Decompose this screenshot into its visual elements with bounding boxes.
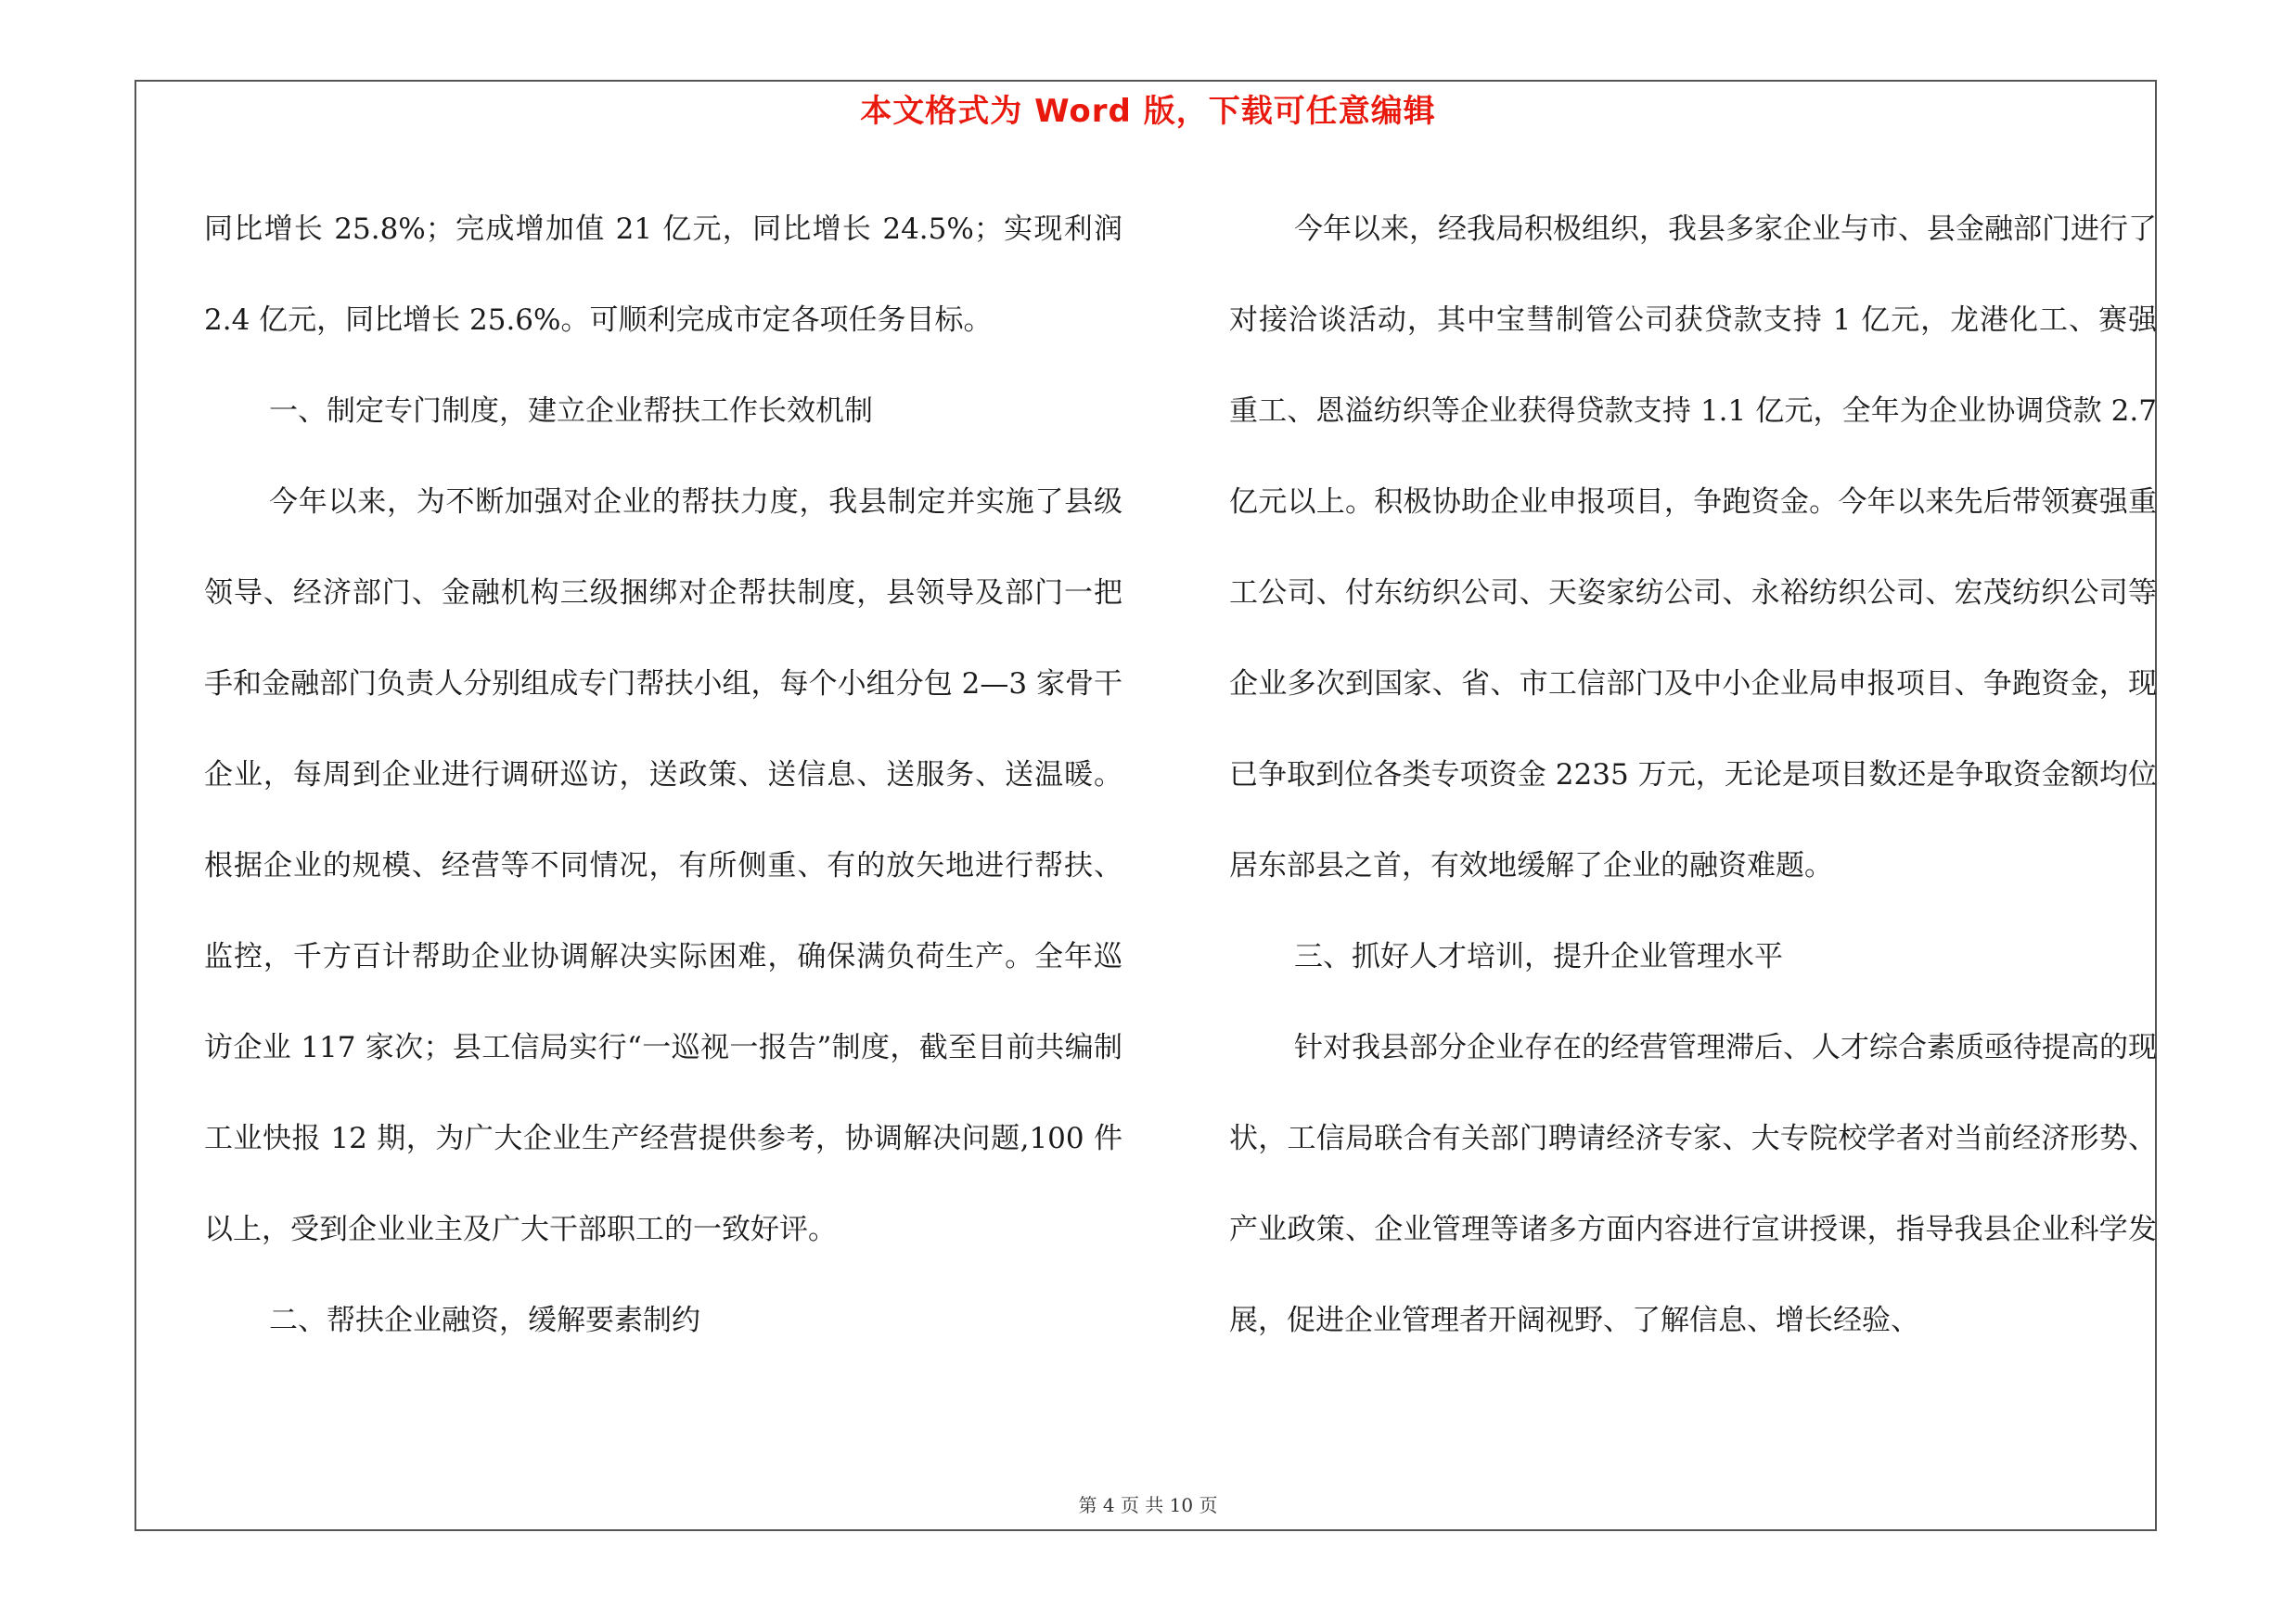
body-paragraph: 今年以来，经我局积极组织，我县多家企业与市、县金融部门进行了对接洽谈活动，其中宝彗制管公司获贷款支持 1 亿元，龙港化工、赛强重工、恩溢纺织等企业获得贷款支持 1.1 亿元，全年为企业协调贷款 2.7 亿元以上。积极协助企业申报项目，争跑资金。今年以来先后带领赛强重工公司、付东纺织公司、天姿家纺公司、永裕纺织公司、宏茂纺织公司等企业多次到国家、省、市工信部门及中小企业局申报项目、争跑资金，现已争取到位各类专项资金 2235 万元，无论是项目数还是争取资金额均位居东部县之首，有效地缓解了企业的融资难题。 (1229, 213, 2157, 882)
body-paragraph: 今年以来，为不断加强对企业的帮扶力度，我县制定并实施了县级领导、经济部门、金融机构三级捆绑对企帮扶制度，县领导及部门一把手和金融部门负责人分别组成专门帮扶小组，每个小组分包 2—3 家骨干企业，每周到企业进行调研巡访，送政策、送信息、送服务、送温暖。根据企业的规模、经营等不同情况，有所侧重、有的放矢地进行帮扶、监控，千方百计帮助企业协调解决实际困难，确保满负荷生产。全年巡访企业 117 家次；县工信局实行“一巡视一报告”制度，截至目前共编制工业快报 12 期，为广大企业生产经营提供参考，协调解决问题,100 件以上，受到企业业主及广大干部职工的一致好评。 (204, 485, 1122, 1246)
continuation-paragraph: 同比增长 25.8%；完成增加值 21 亿元，同比增长 24.5%；实现利润 2.4 亿元，同比增长 25.6%。可顺利完成市定各项任务目标。 (204, 213, 1122, 337)
body-paragraph: 针对我县部分企业存在的经营管理滞后、人才综合素质亟待提高的现状，工信局联合有关部门聘请经济专家、大专院校学者对当前经济形势、产业政策、企业管理等诸多方面内容进行宣讲授课，指导我县企业科学发展，促进企业管理者开阔视野、了解信息、增长经验、 (1229, 1031, 2157, 1337)
left-column (204, 184, 1122, 1366)
section-heading-2: 二、帮扶企业融资，缓解要素制约 (269, 1304, 700, 1337)
section-heading-3: 三、抓好人才培训，提升企业管理水平 (1294, 940, 1783, 973)
section-heading-1: 一、制定专门制度，建立企业帮扶工作长效机制 (269, 394, 873, 428)
editable-notice-banner: 本文格式为 Word 版，下载可任意编辑 (860, 93, 1436, 130)
right-column (1229, 184, 2157, 1366)
page-number-footer: 第 4 页 共 10 页 (1078, 1494, 1218, 1516)
